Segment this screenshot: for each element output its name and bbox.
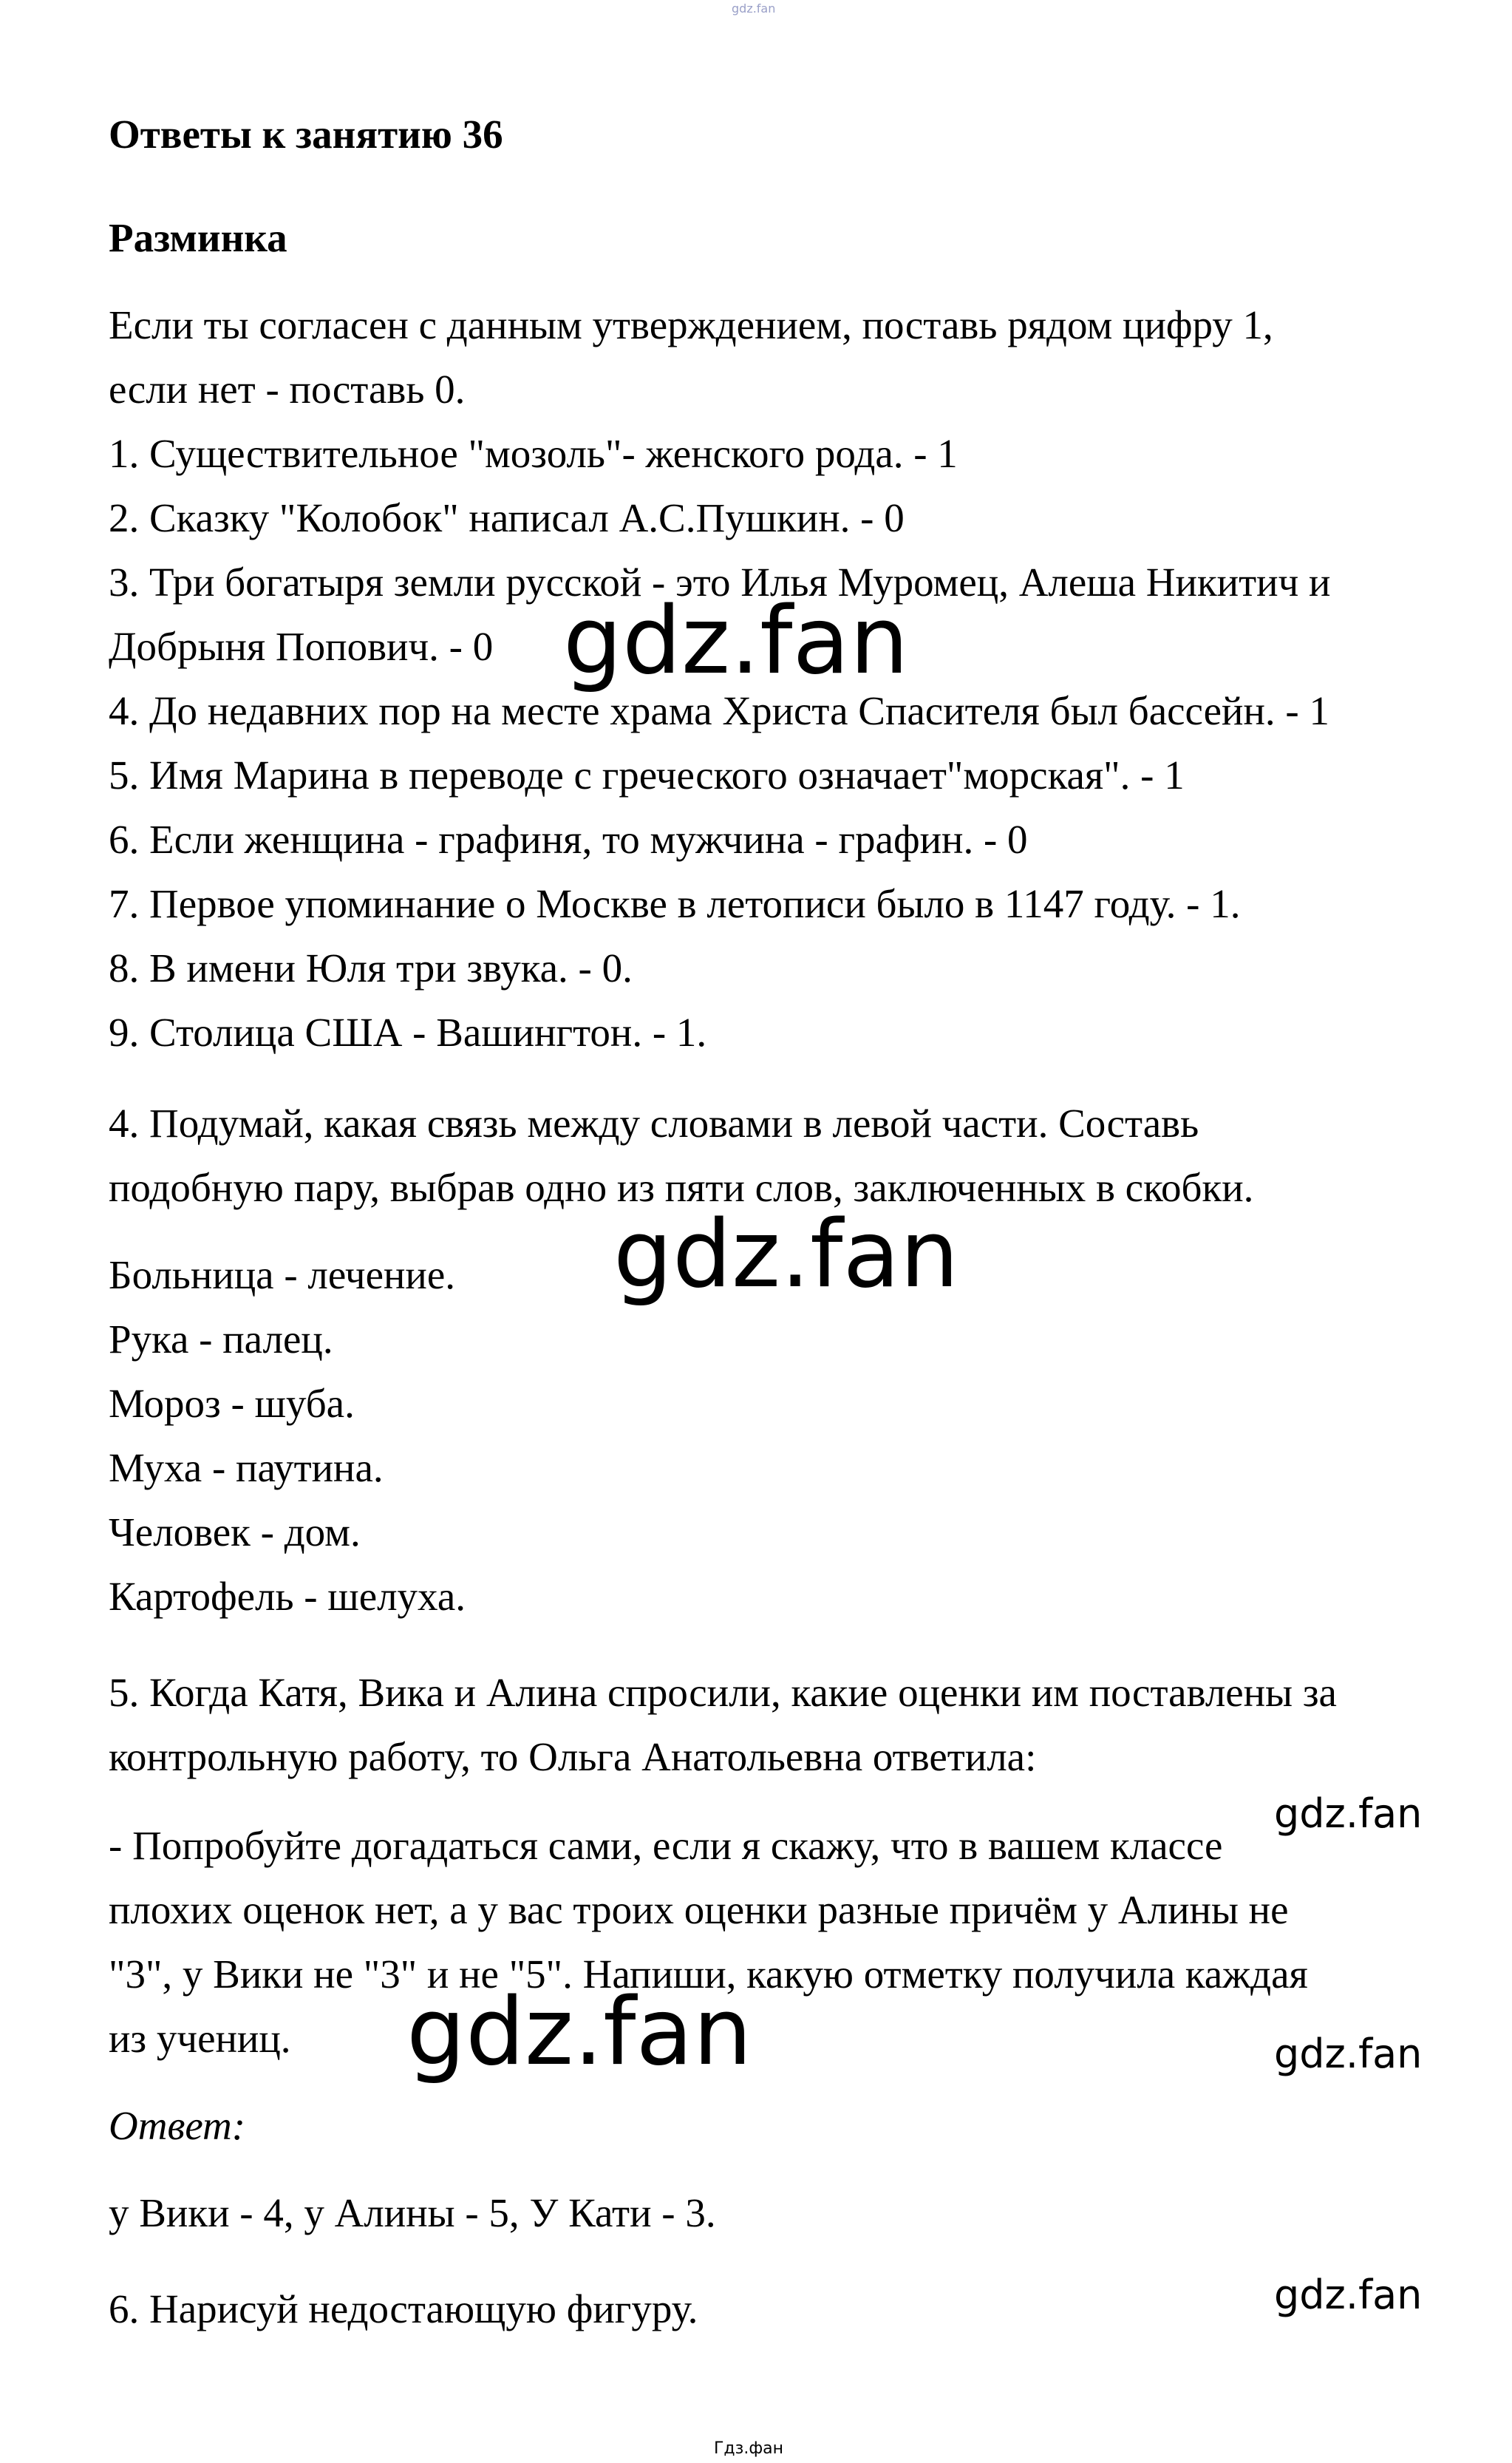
warmup-item: Добрыня Попович. - 0 (109, 624, 494, 669)
warmup-item: 9. Столица США - Вашингтон. - 1. (109, 1010, 707, 1055)
warmup-item: 6. Если женщина - графиня, то мужчина - графин. - 0 (109, 817, 1028, 862)
task6-line: 6. Нарисуй недостающую фигуру. (109, 2286, 698, 2331)
task5-line-4: плохих оценок нет, а у вас троих оценки разные причём у Алины не (109, 1887, 1289, 1932)
task4-line-1: 4. Подумай, какая связь между словами в левой части. Составь (109, 1101, 1199, 1146)
warmup-item: 3. Три богатыря земли русской - это Илья Муромец, Алеша Никитич и (109, 560, 1331, 605)
top-watermark: gdz.fan (732, 1, 776, 16)
task5-line-3: - Попробуйте догадаться сами, если я скажу, что в вашем классе (109, 1823, 1223, 1868)
task5-line-5: "3", у Вики не "3" и не "5". Напиши, какую отметку получила каждая (109, 1951, 1308, 1997)
watermark: gdz.fan (563, 586, 909, 695)
warmup-item: 2. Сказку "Колобок" написал А.С.Пушкин. - 0 (109, 495, 905, 540)
word-pair: Муха - паутина. (109, 1445, 384, 1490)
watermark: gdz.fan (1274, 1790, 1423, 1837)
task5-line-1: 5. Когда Катя, Вика и Алина спросили, какие оценки им поставлены за (109, 1670, 1337, 1715)
warmup-item: 7. Первое упоминание о Москве в летописи было в 1147 году. - 1. (109, 881, 1241, 926)
page-title: Ответы к занятию 36 (109, 112, 503, 157)
page-footer: Гдз.фан (714, 2439, 783, 2458)
warmup-item: 4. До недавних пор на месте храма Христа Спасителя был бассейн. - 1 (109, 688, 1329, 733)
word-pair: Больница - лечение. (109, 1252, 456, 1297)
watermark: gdz.fan (613, 1200, 959, 1308)
task4-line-2: подобную пару, выбрав одно из пяти слов, заключенных в скобки. (109, 1165, 1254, 1210)
word-pair: Картофель - шелуха. (109, 1574, 466, 1619)
warmup-intro-line-1: Если ты согласен с данным утверждением, поставь рядом цифру 1, (109, 302, 1273, 347)
answer-label: Ответ: (109, 2103, 246, 2148)
watermark: gdz.fan (406, 1977, 752, 2086)
warmup-item: 8. В имени Юля три звука. - 0. (109, 945, 633, 991)
warmup-item: 1. Существительное "мозоль"- женского рода. - 1 (109, 431, 958, 476)
task5-line-2: контрольную работу, то Ольга Анатольевна ответила: (109, 1734, 1037, 1779)
warmup-intro-line-2: если нет - поставь 0. (109, 367, 466, 412)
warmup-item: 5. Имя Марина в переводе с греческого означает"морская". - 1 (109, 753, 1185, 798)
word-pair: Рука - палец. (109, 1317, 333, 1362)
task5-line-6: из учениц. (109, 2016, 291, 2061)
watermark: gdz.fan (1274, 2272, 1423, 2318)
word-pair: Человек - дом. (109, 1509, 361, 1555)
answer-text: у Вики - 4, у Алины - 5, У Кати - 3. (109, 2190, 716, 2235)
warmup-heading: Разминка (109, 215, 287, 260)
word-pair: Мороз - шуба. (109, 1381, 355, 1426)
watermark: gdz.fan (1274, 2031, 1423, 2077)
